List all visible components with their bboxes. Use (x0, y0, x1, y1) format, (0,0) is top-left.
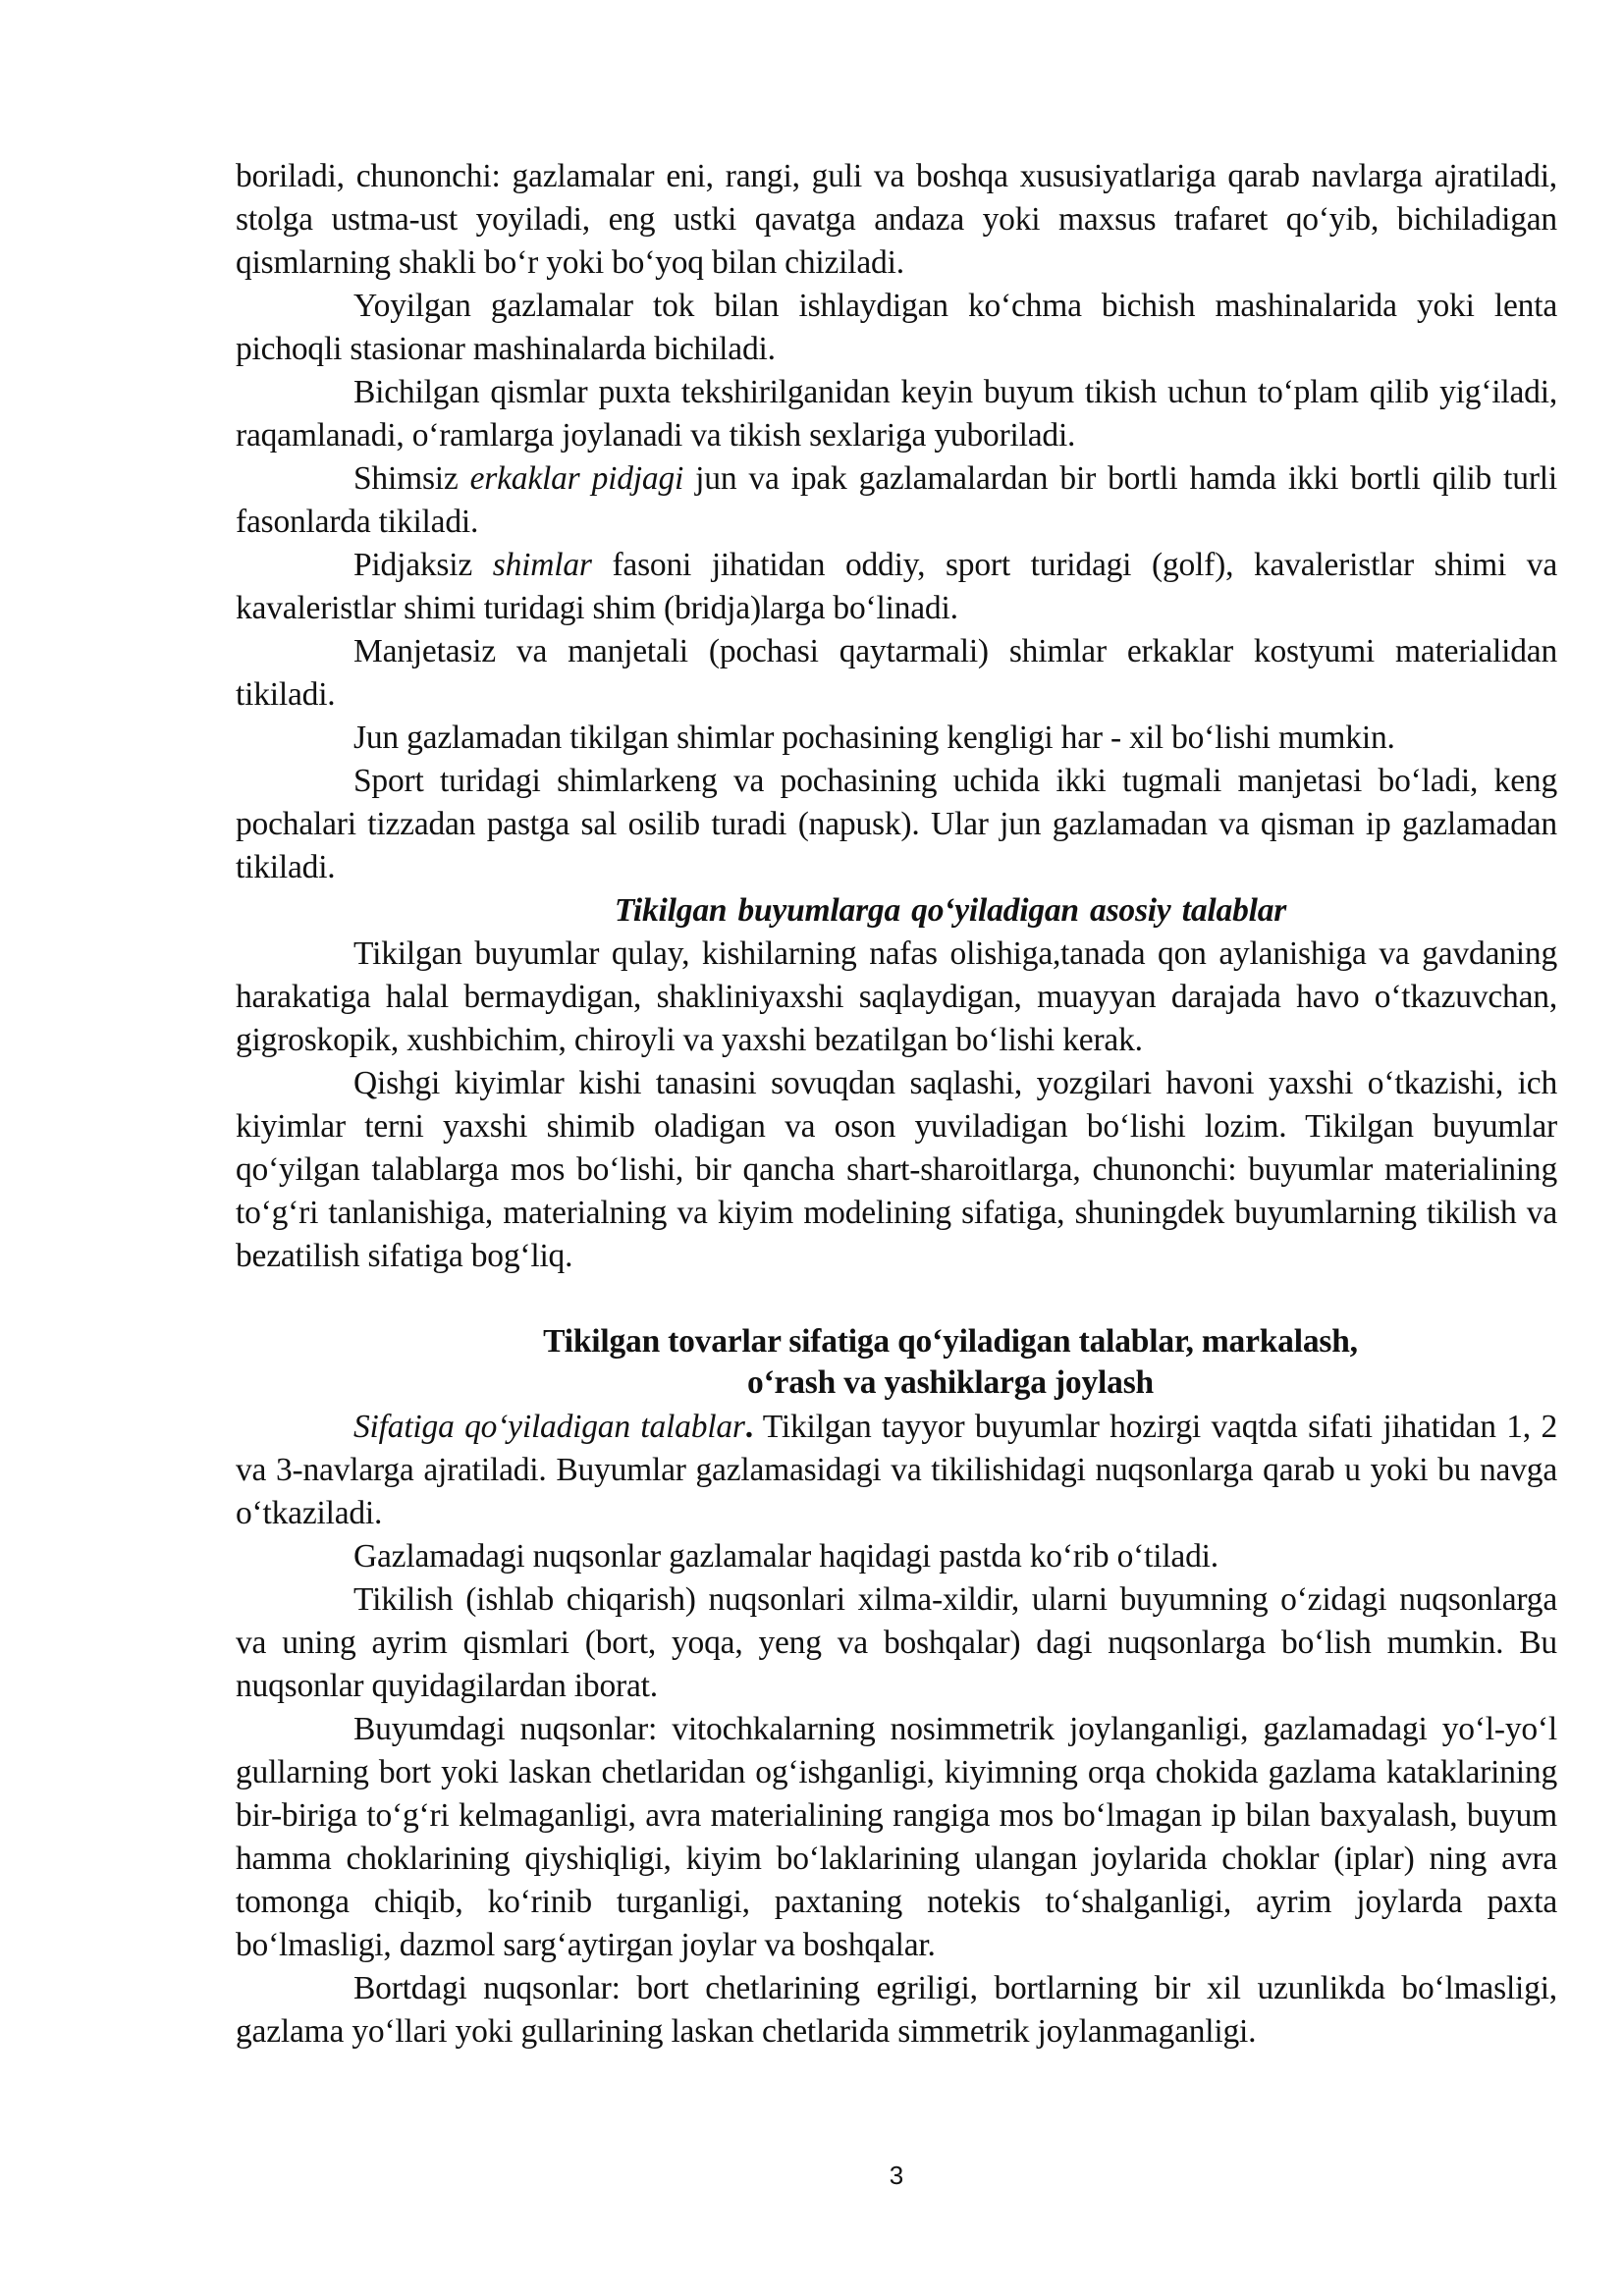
body-paragraph-jacket (236, 457, 1557, 544)
italic-term: shimlar (492, 547, 592, 583)
heading-line: Tikilgan tovarlar sifatiga qo‘yiladigan talablar, markalash, (543, 1323, 1358, 1360)
heading-line: o‘rash va yashiklarga joylash (747, 1364, 1154, 1401)
body-paragraph: Buyumdagi nuqsonlar: vitochkalarning nosimmetrik joylanganligi, gazlamadagi yo‘l-yo‘l gullarning bort yoki laskan chetlaridan og‘ishganligi, kiyimning orqa chokida gazlama kataklarining bir-biriga to‘g‘ri kelmaganligi, avra materialining rangiga mos bo‘lmagan ip bilan baxyalash, buyum hamma choklarining qiyshiqligi, kiyim bo‘laklarining ulangan joylarida choklar (iplar) ning avra tomonga chiqib, ko‘rinib turganligi, paxtaning notekis to‘shalganligi, ayrim joylarda paxta bo‘lmasligi, dazmol sarg‘aytirgan joylar va boshqalar. (236, 1711, 1557, 1963)
body-paragraph: Manjetasiz va manjetali (pochasi qaytarmali) shimlar erkaklar kostyumi materialidan tikiladi. (236, 633, 1557, 713)
text-body (236, 155, 1557, 2054)
body-paragraph-trousers (236, 544, 1557, 630)
section-heading-quality (236, 1321, 1557, 1404)
body-paragraph: Bortdagi nuqsonlar: bort chetlarining egriligi, bortlarning bir xil uzunlikda bo‘lmasligi, gazlama yo‘llari yoki gullarining laskan chetlarida simmetrik joylanmaganligi. (236, 1970, 1557, 2050)
italic-term: Sifatiga qo‘yiladigan talablar (353, 1409, 745, 1445)
body-paragraph: Tikilish (ishlab chiqarish) nuqsonlari xilma-xildir, ularni buyumning o‘zidagi nuqsonlarga va uning ayrim qismlari (bort, yoqa, yeng va boshqalar) dagi nuqsonlarga bo‘lish mumkin. Bu nuqsonlar quyidagilardan iborat. (236, 1581, 1557, 1704)
paragraph-text: jun va ipak gazlamalardan bir bortli hamda ikki bortli qilib turli fasonlarda tikiladi. (236, 460, 1558, 540)
body-paragraph: boriladi, chunonchi: gazlamalar eni, rangi, guli va boshqa xususiyatlariga qarab navlarga ajratiladi, stolga ustma-ust yoyiladi, eng ustki qavatga andaza yoki maxsus trafaret qo‘yib, bichiladigan qismlarning shakli bo‘r yoki bo‘yoq bilan chiziladi. (236, 158, 1557, 281)
italic-term: erkaklar pidjagi (469, 460, 684, 497)
body-paragraph: Sport turidagi shimlarkeng va pochasining uchida ikki tugmali manjetasi bo‘ladi, keng pochalari tizzadan pastga sal osilib turadi (napusk). Ular jun gazlamadan va qisman ip gazlamadan tikiladi. (236, 763, 1557, 885)
section-heading-requirements: Tikilgan buyumlarga qo‘yiladigan asosiy talablar (614, 892, 1287, 929)
body-paragraph: Bichilgan qismlar puxta tekshirilganidan keyin buyum tikish uchun to‘plam qilib yig‘iladi, raqamlanadi, o‘ramlarga joylanadi va tikish sexlariga yuboriladi. (236, 374, 1557, 454)
page-number: 3 (889, 2161, 904, 2190)
paragraph-text: Shimsiz (353, 460, 470, 497)
paragraph-text: Pidjaksiz (353, 547, 493, 583)
paragraph-text: Tikilgan tayyor buyumlar hozirgi vaqtda sifati jihatidan 1, 2 va 3-navlarga ajratiladi. Buyumlar gazlamasidagi va tikilishidagi nuqsonlarga qarab u yoki bu navga o‘tkaziladi. (236, 1409, 1557, 1531)
body-paragraph: Qishgi kiyimlar kishi tanasini sovuqdan saqlashi, yozgilari havoni yaxshi o‘tkazishi, ich kiyimlar terni yaxshi shimib oladigan va oson yuviladigan bo‘lishi lozim. Tikilgan buyumlar qo‘yilgan talablarga mos bo‘lishi, bir qancha shart-sharoitlarga, chunonchi: buyumlar materialining to‘g‘ri tanlanishiga, materialning va kiyim modelining sifatiga, shuningdek buyumlarning tikilish va bezatilish sifatiga bog‘liq. (236, 1065, 1557, 1274)
bold-mark: . (744, 1409, 753, 1445)
body-paragraph: Yoyilgan gazlamalar tok bilan ishlaydigan ko‘chma bichish mashinalarida yoki lenta pichoqli stasionar mashinalarda bichiladi. (236, 288, 1557, 367)
body-paragraph-quality-intro (236, 1406, 1557, 1535)
body-paragraph: Tikilgan buyumlar qulay, kishilarning nafas olishiga,tanada qon aylanishiga va gavdaning harakatiga halal bermaydigan, shakliniyaxshi saqlaydigan, muayyan darajada havo o‘tkazuvchan, gigroskopik, xushbichim, chiroyli va yaxshi bezatilgan bo‘lishi kerak. (236, 935, 1557, 1058)
paragraph-text: fasoni jihatidan oddiy, sport turidagi (golf), kavaleristlar shimi va kavaleristlar shimi turidagi shim (bridja)larga bo‘linadi. (236, 547, 1558, 626)
body-paragraph: Gazlamadagi nuqsonlar gazlamalar haqidagi pastda ko‘rib o‘tiladi. (353, 1538, 1218, 1575)
body-paragraph: Jun gazlamadan tikilgan shimlar pochasining kengligi har - xil bo‘lishi mumkin. (353, 720, 1395, 756)
